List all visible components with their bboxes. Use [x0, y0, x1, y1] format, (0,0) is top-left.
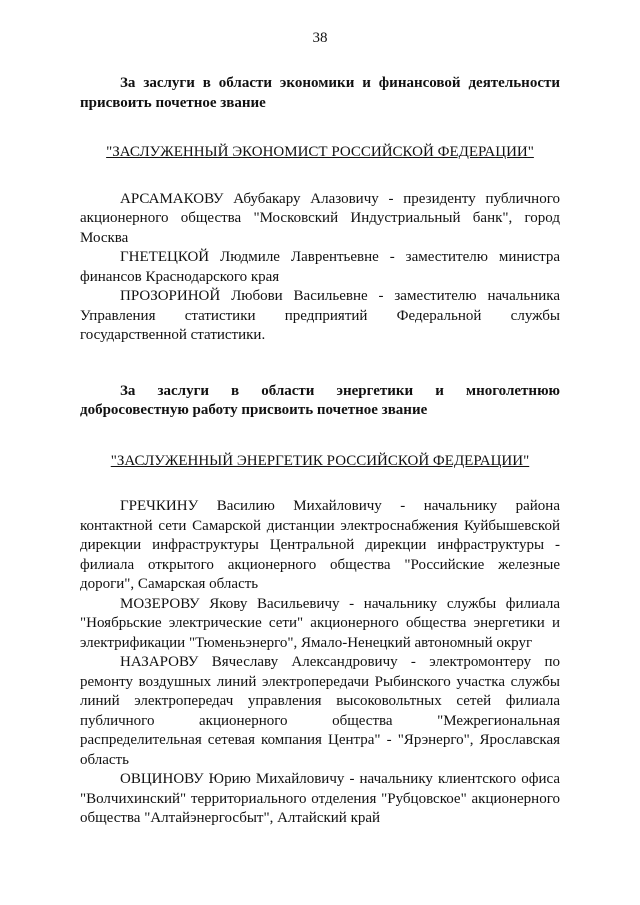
section-heading: За заслуги в области экономики и финансовой деятельности присвоить почетное звание — [80, 75, 560, 111]
award-entry: ОВЦИНОВУ Юрию Михайловичу - начальнику клиентского офиса "Волчихинский" территориального отделения "Рубцовское" акционерного общества "Алтайэнергосбыт", Алтайский край — [80, 771, 560, 826]
award-entry: ГРЕЧКИНУ Василию Михайловичу - начальнику района контактной сети Самарской дистанции электроснабжения Куйбышевской дирекции инфраструктуры Центральной дирекции инфраструктуры - филиала открытого акционерного общества "Российские железные дороги", Самарская область — [80, 498, 560, 592]
honorary-title: "ЗАСЛУЖЕННЫЙ ЭНЕРГЕТИК РОССИЙСКОЙ ФЕДЕРАЦИИ" — [110, 452, 530, 469]
honorary-title: "ЗАСЛУЖЕННЫЙ ЭКОНОМИСТ РОССИЙСКОЙ ФЕДЕРАЦИИ" — [106, 144, 534, 160]
section-energetic — [80, 382, 560, 829]
document-body — [80, 74, 560, 829]
award-entry: АРСАМАКОВУ Абубакару Алазовичу - президенту публичного акционерного общества "Московский Индустриальный банк", город Москва — [80, 190, 560, 246]
section-heading: За заслуги в области энергетики и многолетнюю добросовестную работу присвоить почетное звание — [80, 382, 560, 418]
award-entry: ПРОЗОРИНОЙ Любови Васильевне - заместителю начальника Управления статистики предприятий Федеральной службы государственной статистики. — [80, 288, 560, 343]
section-economist — [80, 74, 560, 346]
award-entry: МОЗЕРОВУ Якову Васильевичу - начальнику службы филиала "Ноябрьские электрические сети" акционерного общества энергетики и электрификации "Тюменьэнерго", Ямало-Ненецкий автономный округ — [80, 595, 560, 651]
page-number: 38 — [312, 30, 328, 46]
award-entry: ГНЕТЕЦКОЙ Людмиле Лаврентьевне - заместителю министра финансов Краснодарского края — [80, 249, 560, 285]
award-entry: НАЗАРОВУ Вячеславу Александровичу - электромонтеру по ремонту воздушных линий электропередачи Рыбинского участка службы линий электропередач управления высоковольтных сетей филиала публичного акционерного общества "Межрегиональная распределительная сетевая компания Центра" - "Ярэнерго", Ярославская область — [80, 654, 560, 768]
